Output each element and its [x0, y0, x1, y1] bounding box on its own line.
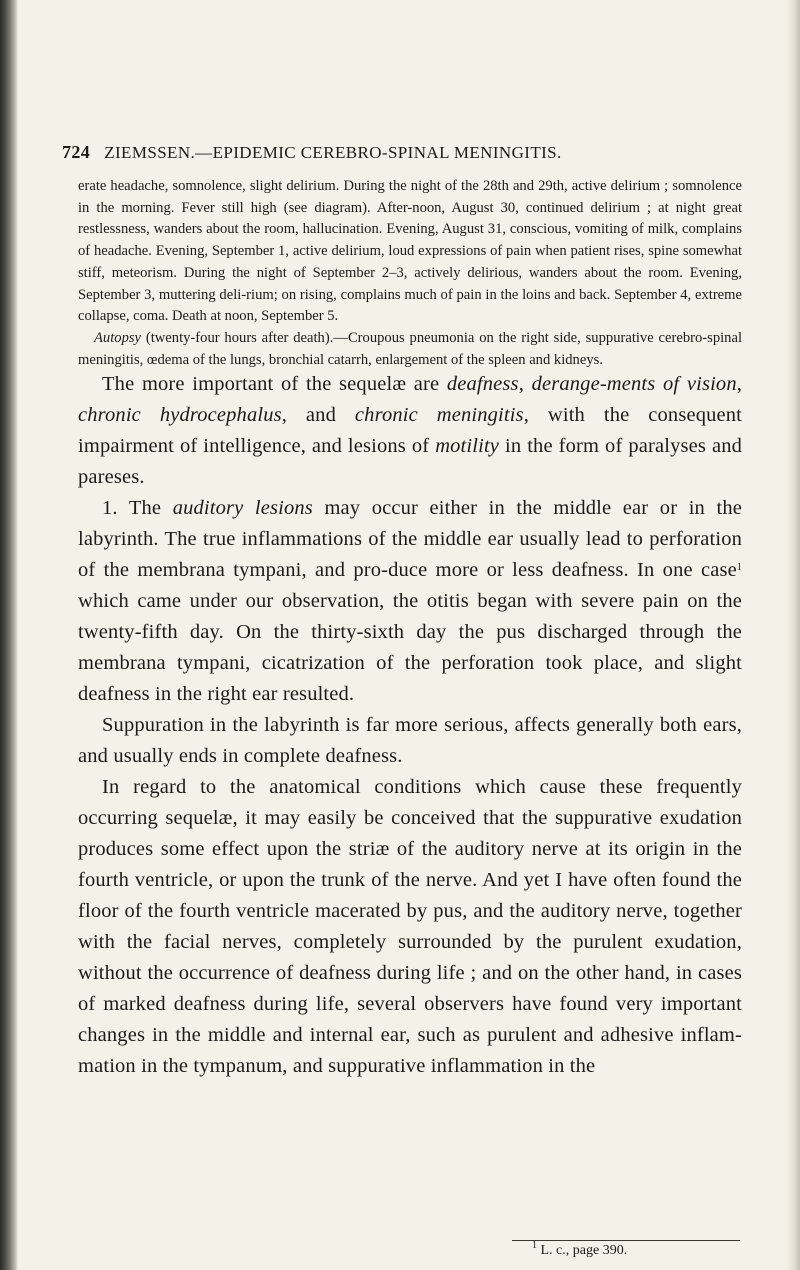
text-run: , and: [281, 404, 355, 426]
emphasis-auditory-lesions: auditory lesions: [172, 497, 313, 519]
running-head: [62, 142, 742, 163]
footnote-reference: 1: [736, 562, 742, 573]
footnote: [532, 1240, 628, 1259]
text-run: in the form of paralyses and pareses.: [78, 435, 742, 488]
main-text: [78, 369, 742, 1082]
emphasis-motility: motility: [435, 435, 500, 457]
text-run: , with the consequent impairment of intelligence, and lesions of: [78, 404, 743, 457]
anatomy-paragraph: In regard to the anatomical conditions which cause these frequently occurring sequelæ, it may easily be conceived that the suppurative exudation produces some effect upon the striæ of the auditory nerve at its origin in the fourth ventricle, or upon the trunk of the nerve. And yet I have often found the floor of the fourth ventricle macerated by pus, and the auditory nerve, together with the facial nerves, completely surrounded by the purulent exudation, without the occurrence of deafness during life ; and on the other hand, in cases of marked deafness during life, several observers have found very important changes in the middle and internal ear, such as purulent and adhesive inflam-mation in the tympanum, and suppurative inflammation in the: [78, 776, 742, 1077]
page-edge-shadow: [786, 0, 800, 1270]
book-spine-shadow: [0, 0, 18, 1270]
autopsy-label: Autopsy: [94, 329, 142, 346]
footnote-text: L. c., page 390.: [537, 1243, 628, 1258]
emphasis-vision: derange-ments of vision: [531, 373, 737, 395]
emphasis-hydrocephalus: chronic hydrocephalus: [78, 404, 282, 426]
autopsy-text: (twenty-four hours after death).—Croupous pneumonia on the right side, suppurative cerebro-spinal meningitis, œdema of the lungs, bronchial catarrh, enlargement of the spleen and kidneys.: [78, 329, 742, 368]
text-run: which came under our observation, the otitis began with severe pain on the twenty-fifth day. On the thirty-sixth day the pus discharged through the membrana tympani, cicatrization of the perforation took place, and slight deafness in the right ear resulted.: [78, 590, 742, 705]
text-run: 1. The: [102, 497, 173, 519]
case-report-paragraph: erate headache, somnolence, slight delirium. During the night of the 28th and 29th, active delirium ; somnolence in the morning. Fever still high (see diagram). After-noon, August 30, continued delirium ; at night great restlessness, wanders about the room, hallucination. Evening, August 31, conscious, vomiting of milk, complains of headache. Evening, September 1, active delirium, loud expressions of pain when patient rises, spine somewhat stiff, meteorism. During the night of September 2–3, actively delirious, wanders about the room. Evening, September 3, muttering deli-rium; on rising, complains much of pain in the loins and back. September 4, extreme collapse, coma. Death at noon, September 5.: [78, 178, 742, 325]
case-report: [78, 176, 742, 371]
text-run: may occur either in the middle ear or in the labyrinth. The true inflammations of the middle ear usually lead to perforation of the membrana tympani, and pro-duce more or less deafness. In one case: [78, 497, 742, 581]
text-run: ,: [518, 373, 532, 395]
sequelae-paragraph: [78, 369, 742, 493]
text-run: The more important of the sequelæ are: [102, 373, 447, 395]
emphasis-deafness: deafness: [446, 373, 519, 395]
labyrinth-paragraph: Suppuration in the labyrinth is far more serious, affects generally both ears, and usually ends in complete deafness.: [78, 714, 742, 767]
auditory-paragraph: [78, 493, 742, 710]
text-run: ,: [736, 373, 743, 395]
page-number: 724: [62, 142, 91, 162]
footnote-rule: [512, 1240, 740, 1241]
emphasis-meningitis: chronic meningitis: [354, 404, 524, 426]
footnote-marker: 1: [532, 1240, 537, 1251]
autopsy-paragraph: [78, 328, 742, 371]
running-title: ZIEMSSEN.—EPIDEMIC CEREBRO-SPINAL MENINGITIS.: [104, 143, 562, 162]
